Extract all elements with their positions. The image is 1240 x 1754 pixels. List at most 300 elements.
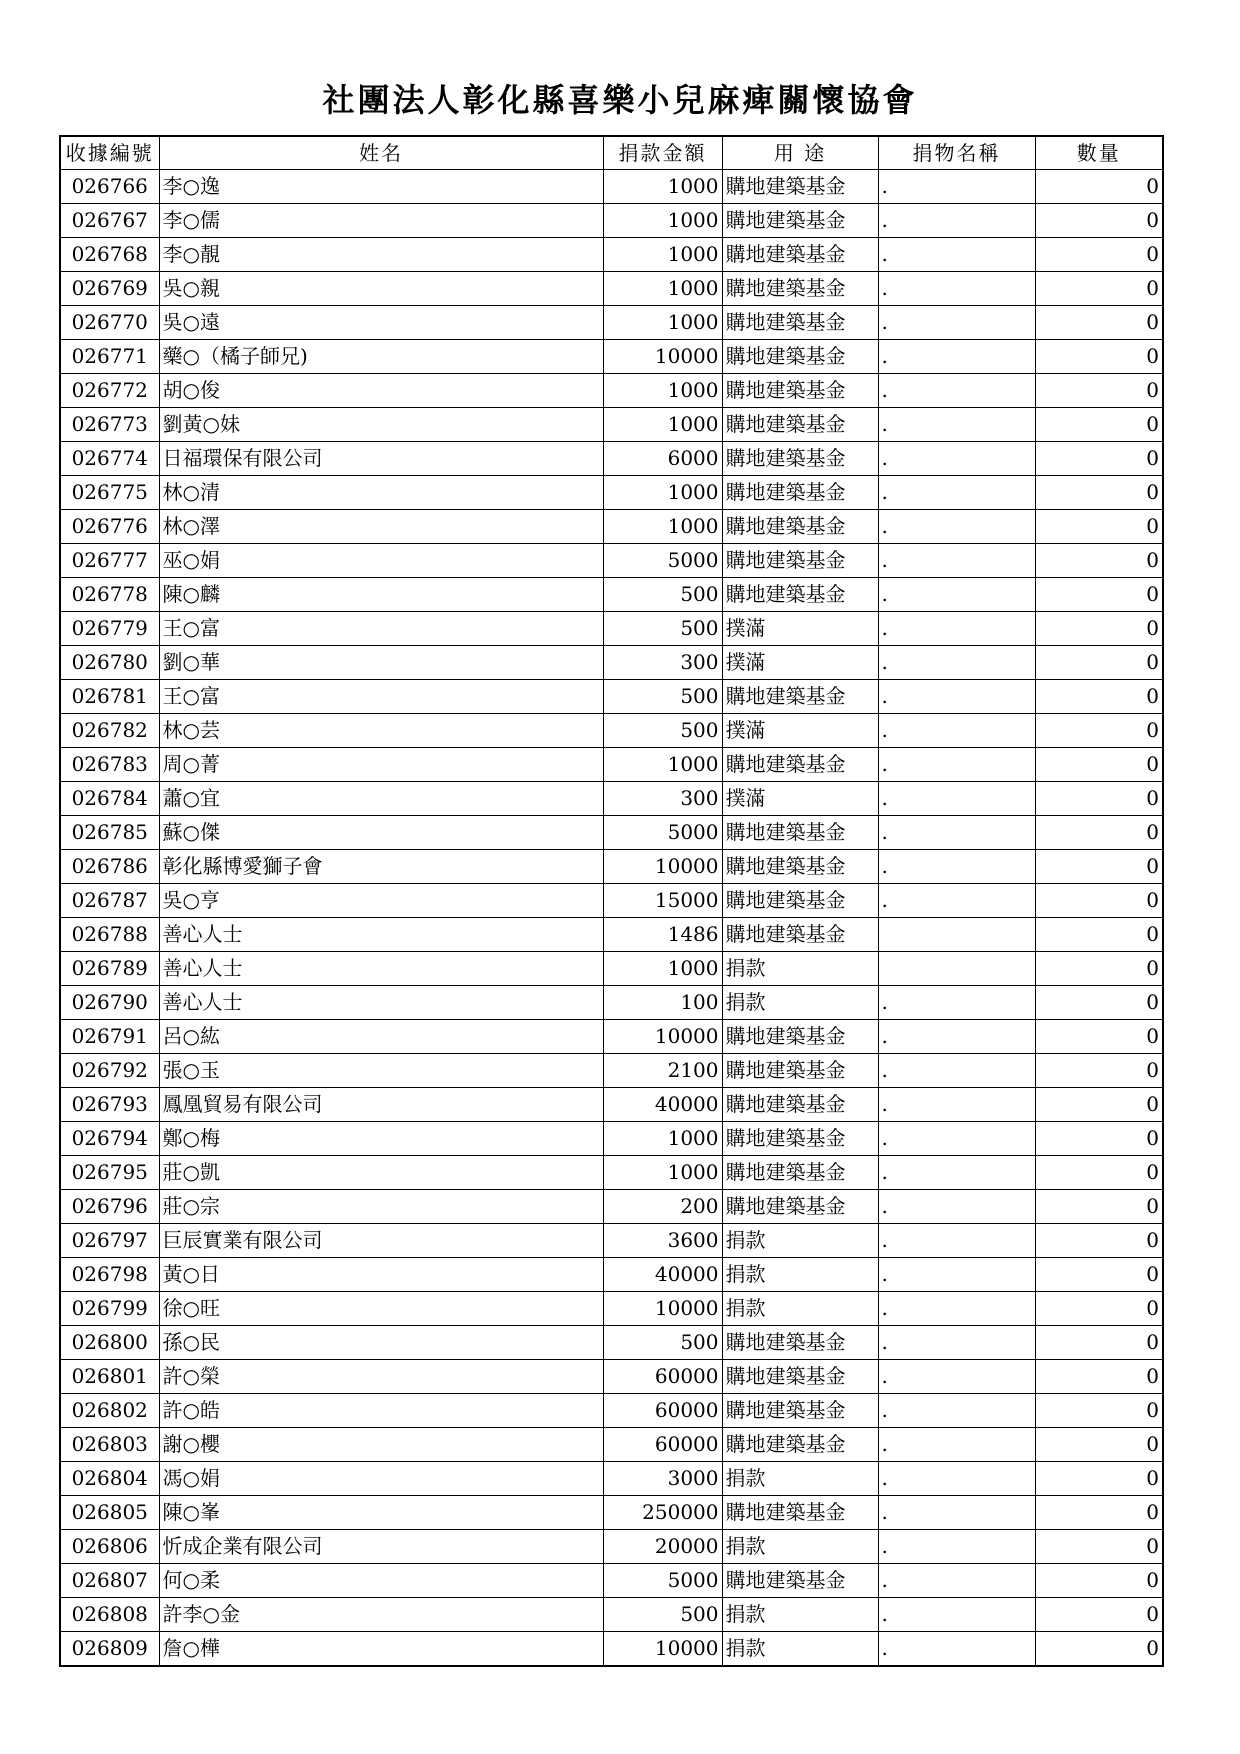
table-row — [60, 1156, 1163, 1190]
quantity-cell: 0 — [1035, 170, 1163, 204]
amount-cell: 1000 — [603, 1122, 722, 1156]
amount-cell: 15000 — [603, 884, 722, 918]
table-row — [60, 1360, 1163, 1394]
receipt-number-cell: 026773 — [60, 408, 159, 442]
donor-name-cell: 巫○娟 — [159, 544, 603, 578]
receipt-number-cell: 026805 — [60, 1496, 159, 1530]
receipt-number-cell: 026777 — [60, 544, 159, 578]
amount-cell: 60000 — [603, 1360, 722, 1394]
item-name-cell: . — [878, 442, 1035, 476]
item-name-cell: . — [878, 374, 1035, 408]
donor-name-cell: 林○芸 — [159, 714, 603, 748]
receipt-number-cell: 026799 — [60, 1292, 159, 1326]
purpose-cell: 購地建築基金 — [722, 476, 878, 510]
receipt-number-cell: 026797 — [60, 1224, 159, 1258]
quantity-cell: 0 — [1035, 1020, 1163, 1054]
receipt-number-cell: 026796 — [60, 1190, 159, 1224]
quantity-cell: 0 — [1035, 1428, 1163, 1462]
table-row — [60, 816, 1163, 850]
item-name-cell: . — [878, 884, 1035, 918]
amount-cell: 300 — [603, 646, 722, 680]
quantity-cell: 0 — [1035, 714, 1163, 748]
donor-name-cell: 孫○民 — [159, 1326, 603, 1360]
quantity-cell: 0 — [1035, 578, 1163, 612]
item-name-cell: . — [878, 578, 1035, 612]
amount-cell: 500 — [603, 1326, 722, 1360]
purpose-cell: 捐款 — [722, 1530, 878, 1564]
amount-cell: 1000 — [603, 272, 722, 306]
quantity-cell: 0 — [1035, 1156, 1163, 1190]
purpose-cell: 購地建築基金 — [722, 1496, 878, 1530]
amount-cell: 500 — [603, 612, 722, 646]
item-name-cell: . — [878, 544, 1035, 578]
item-name-cell: . — [878, 306, 1035, 340]
table-row — [60, 170, 1163, 204]
table-row — [60, 1394, 1163, 1428]
item-name-cell: . — [878, 340, 1035, 374]
item-name-cell: . — [878, 1054, 1035, 1088]
purpose-cell: 撲滿 — [722, 612, 878, 646]
receipt-number-cell: 026790 — [60, 986, 159, 1020]
donor-name-cell: 許○皓 — [159, 1394, 603, 1428]
quantity-cell: 0 — [1035, 748, 1163, 782]
donor-name-cell: 鳳凰貿易有限公司 — [159, 1088, 603, 1122]
receipt-number-cell: 026784 — [60, 782, 159, 816]
quantity-cell: 0 — [1035, 544, 1163, 578]
donor-name-cell: 陳○麟 — [159, 578, 603, 612]
quantity-cell: 0 — [1035, 476, 1163, 510]
table-row — [60, 306, 1163, 340]
table-row — [60, 272, 1163, 306]
receipt-number-cell: 026802 — [60, 1394, 159, 1428]
table-row — [60, 1258, 1163, 1292]
table-row — [60, 850, 1163, 884]
table-row — [60, 442, 1163, 476]
table-row — [60, 340, 1163, 374]
amount-cell: 1000 — [603, 952, 722, 986]
donor-name-cell: 林○清 — [159, 476, 603, 510]
purpose-cell: 捐款 — [722, 1462, 878, 1496]
table-row — [60, 204, 1163, 238]
receipt-number-cell: 026779 — [60, 612, 159, 646]
quantity-cell: 0 — [1035, 1122, 1163, 1156]
donor-name-cell: 黃○日 — [159, 1258, 603, 1292]
item-name-cell: . — [878, 408, 1035, 442]
item-name-cell: . — [878, 1496, 1035, 1530]
item-name-cell: . — [878, 510, 1035, 544]
purpose-cell: 購地建築基金 — [722, 1394, 878, 1428]
donor-name-cell: 藥○（橘子師兄) — [159, 340, 603, 374]
purpose-cell: 購地建築基金 — [722, 204, 878, 238]
receipt-number-cell: 026807 — [60, 1564, 159, 1598]
column-header-receipt-no: 收據編號 — [60, 136, 159, 170]
donor-name-cell: 巨辰實業有限公司 — [159, 1224, 603, 1258]
purpose-cell: 捐款 — [722, 1224, 878, 1258]
donor-name-cell: 劉○華 — [159, 646, 603, 680]
quantity-cell: 0 — [1035, 1292, 1163, 1326]
item-name-cell: . — [878, 986, 1035, 1020]
quantity-cell: 0 — [1035, 306, 1163, 340]
purpose-cell: 購地建築基金 — [722, 1190, 878, 1224]
receipt-number-cell: 026795 — [60, 1156, 159, 1190]
quantity-cell: 0 — [1035, 952, 1163, 986]
donor-name-cell: 陳○峯 — [159, 1496, 603, 1530]
quantity-cell: 0 — [1035, 1054, 1163, 1088]
purpose-cell: 購地建築基金 — [722, 1360, 878, 1394]
table-row — [60, 510, 1163, 544]
purpose-cell: 購地建築基金 — [722, 748, 878, 782]
purpose-cell: 購地建築基金 — [722, 442, 878, 476]
quantity-cell: 0 — [1035, 1258, 1163, 1292]
quantity-cell: 0 — [1035, 850, 1163, 884]
table-body — [60, 170, 1163, 1667]
receipt-number-cell: 026770 — [60, 306, 159, 340]
amount-cell: 250000 — [603, 1496, 722, 1530]
table-row — [60, 408, 1163, 442]
table-row — [60, 1632, 1163, 1667]
table-row — [60, 1054, 1163, 1088]
donor-name-cell: 吳○亨 — [159, 884, 603, 918]
amount-cell: 10000 — [603, 1632, 722, 1667]
receipt-number-cell: 026808 — [60, 1598, 159, 1632]
amount-cell: 500 — [603, 680, 722, 714]
amount-cell: 500 — [603, 578, 722, 612]
table-row — [60, 544, 1163, 578]
item-name-cell: . — [878, 1292, 1035, 1326]
quantity-cell: 0 — [1035, 646, 1163, 680]
amount-cell: 10000 — [603, 1020, 722, 1054]
purpose-cell: 購地建築基金 — [722, 884, 878, 918]
purpose-cell: 購地建築基金 — [722, 544, 878, 578]
amount-cell: 1486 — [603, 918, 722, 952]
receipt-number-cell: 026766 — [60, 170, 159, 204]
donor-name-cell: 莊○凱 — [159, 1156, 603, 1190]
amount-cell: 1000 — [603, 374, 722, 408]
receipt-number-cell: 026775 — [60, 476, 159, 510]
quantity-cell: 0 — [1035, 442, 1163, 476]
amount-cell: 200 — [603, 1190, 722, 1224]
receipt-number-cell: 026774 — [60, 442, 159, 476]
table-row — [60, 884, 1163, 918]
table-row — [60, 918, 1163, 952]
donor-name-cell: 何○柔 — [159, 1564, 603, 1598]
amount-cell: 60000 — [603, 1428, 722, 1462]
column-header-name: 姓名 — [159, 136, 603, 170]
receipt-number-cell: 026789 — [60, 952, 159, 986]
table-row — [60, 1462, 1163, 1496]
item-name-cell: . — [878, 170, 1035, 204]
amount-cell: 6000 — [603, 442, 722, 476]
receipt-number-cell: 026769 — [60, 272, 159, 306]
purpose-cell: 捐款 — [722, 986, 878, 1020]
table-row — [60, 1530, 1163, 1564]
amount-cell: 1000 — [603, 238, 722, 272]
quantity-cell: 0 — [1035, 1496, 1163, 1530]
amount-cell: 300 — [603, 782, 722, 816]
item-name-cell: . — [878, 816, 1035, 850]
purpose-cell: 捐款 — [722, 1598, 878, 1632]
receipt-number-cell: 026785 — [60, 816, 159, 850]
table-row — [60, 952, 1163, 986]
receipt-number-cell: 026776 — [60, 510, 159, 544]
amount-cell: 5000 — [603, 544, 722, 578]
purpose-cell: 撲滿 — [722, 782, 878, 816]
item-name-cell: . — [878, 1564, 1035, 1598]
item-name-cell: . — [878, 680, 1035, 714]
quantity-cell: 0 — [1035, 1564, 1163, 1598]
item-name-cell — [878, 918, 1035, 952]
quantity-cell: 0 — [1035, 918, 1163, 952]
purpose-cell: 購地建築基金 — [722, 1088, 878, 1122]
donor-name-cell: 善心人士 — [159, 986, 603, 1020]
item-name-cell: . — [878, 1326, 1035, 1360]
donor-name-cell: 吳○親 — [159, 272, 603, 306]
quantity-cell: 0 — [1035, 238, 1163, 272]
quantity-cell: 0 — [1035, 680, 1163, 714]
table-row — [60, 748, 1163, 782]
amount-cell: 1000 — [603, 204, 722, 238]
amount-cell: 1000 — [603, 408, 722, 442]
purpose-cell: 購地建築基金 — [722, 1122, 878, 1156]
amount-cell: 60000 — [603, 1394, 722, 1428]
amount-cell: 1000 — [603, 510, 722, 544]
receipt-number-cell: 026781 — [60, 680, 159, 714]
donor-name-cell: 林○澤 — [159, 510, 603, 544]
donor-name-cell: 蕭○宜 — [159, 782, 603, 816]
receipt-number-cell: 026788 — [60, 918, 159, 952]
receipt-number-cell: 026768 — [60, 238, 159, 272]
donor-name-cell: 許○榮 — [159, 1360, 603, 1394]
donor-name-cell: 許李○金 — [159, 1598, 603, 1632]
item-name-cell: . — [878, 1598, 1035, 1632]
donation-table — [59, 135, 1164, 1667]
quantity-cell: 0 — [1035, 816, 1163, 850]
quantity-cell: 0 — [1035, 1360, 1163, 1394]
receipt-number-cell: 026800 — [60, 1326, 159, 1360]
purpose-cell: 撲滿 — [722, 646, 878, 680]
amount-cell: 1000 — [603, 1156, 722, 1190]
donor-name-cell: 李○儒 — [159, 204, 603, 238]
item-name-cell: . — [878, 782, 1035, 816]
table-row — [60, 612, 1163, 646]
item-name-cell: . — [878, 1360, 1035, 1394]
table-row — [60, 1564, 1163, 1598]
receipt-number-cell: 026801 — [60, 1360, 159, 1394]
amount-cell: 1000 — [603, 306, 722, 340]
purpose-cell: 捐款 — [722, 952, 878, 986]
table-row — [60, 1020, 1163, 1054]
quantity-cell: 0 — [1035, 1190, 1163, 1224]
quantity-cell: 0 — [1035, 1462, 1163, 1496]
item-name-cell: . — [878, 272, 1035, 306]
quantity-cell: 0 — [1035, 204, 1163, 238]
item-name-cell: . — [878, 476, 1035, 510]
table-row — [60, 1224, 1163, 1258]
item-name-cell: . — [878, 1258, 1035, 1292]
amount-cell: 100 — [603, 986, 722, 1020]
receipt-number-cell: 026803 — [60, 1428, 159, 1462]
amount-cell: 500 — [603, 714, 722, 748]
receipt-number-cell: 026767 — [60, 204, 159, 238]
amount-cell: 1000 — [603, 748, 722, 782]
item-name-cell: . — [878, 1462, 1035, 1496]
quantity-cell: 0 — [1035, 986, 1163, 1020]
donor-name-cell: 鄭○梅 — [159, 1122, 603, 1156]
table-row — [60, 476, 1163, 510]
table-row — [60, 986, 1163, 1020]
table-row — [60, 1122, 1163, 1156]
purpose-cell: 捐款 — [722, 1292, 878, 1326]
column-header-quantity: 數量 — [1035, 136, 1163, 170]
purpose-cell: 購地建築基金 — [722, 1156, 878, 1190]
receipt-number-cell: 026783 — [60, 748, 159, 782]
purpose-cell: 捐款 — [722, 1632, 878, 1667]
item-name-cell: . — [878, 748, 1035, 782]
amount-cell: 40000 — [603, 1258, 722, 1292]
quantity-cell: 0 — [1035, 612, 1163, 646]
amount-cell: 10000 — [603, 850, 722, 884]
quantity-cell: 0 — [1035, 884, 1163, 918]
donor-name-cell: 善心人士 — [159, 918, 603, 952]
amount-cell: 5000 — [603, 1564, 722, 1598]
item-name-cell: . — [878, 646, 1035, 680]
amount-cell: 40000 — [603, 1088, 722, 1122]
amount-cell: 5000 — [603, 816, 722, 850]
item-name-cell: . — [878, 1020, 1035, 1054]
donor-name-cell: 李○逸 — [159, 170, 603, 204]
column-header-item-name: 捐物名稱 — [878, 136, 1035, 170]
receipt-number-cell: 026786 — [60, 850, 159, 884]
receipt-number-cell: 026771 — [60, 340, 159, 374]
purpose-cell: 購地建築基金 — [722, 510, 878, 544]
purpose-cell: 購地建築基金 — [722, 1326, 878, 1360]
quantity-cell: 0 — [1035, 1088, 1163, 1122]
amount-cell: 2100 — [603, 1054, 722, 1088]
donor-name-cell: 胡○俊 — [159, 374, 603, 408]
table-row — [60, 1326, 1163, 1360]
item-name-cell: . — [878, 850, 1035, 884]
amount-cell: 3000 — [603, 1462, 722, 1496]
purpose-cell: 購地建築基金 — [722, 1564, 878, 1598]
receipt-number-cell: 026772 — [60, 374, 159, 408]
purpose-cell: 購地建築基金 — [722, 306, 878, 340]
amount-cell: 10000 — [603, 1292, 722, 1326]
receipt-number-cell: 026791 — [60, 1020, 159, 1054]
purpose-cell: 撲滿 — [722, 714, 878, 748]
purpose-cell: 購地建築基金 — [722, 408, 878, 442]
purpose-cell: 購地建築基金 — [722, 238, 878, 272]
receipt-number-cell: 026809 — [60, 1632, 159, 1667]
quantity-cell: 0 — [1035, 1224, 1163, 1258]
purpose-cell: 購地建築基金 — [722, 1428, 878, 1462]
table-row — [60, 1190, 1163, 1224]
donor-name-cell: 周○菁 — [159, 748, 603, 782]
item-name-cell: . — [878, 1088, 1035, 1122]
item-name-cell: . — [878, 1122, 1035, 1156]
donor-name-cell: 張○玉 — [159, 1054, 603, 1088]
table-row — [60, 374, 1163, 408]
amount-cell: 1000 — [603, 476, 722, 510]
table-row — [60, 714, 1163, 748]
receipt-number-cell: 026804 — [60, 1462, 159, 1496]
quantity-cell: 0 — [1035, 1394, 1163, 1428]
item-name-cell: . — [878, 1632, 1035, 1667]
item-name-cell: . — [878, 1530, 1035, 1564]
column-header-purpose: 用 途 — [722, 136, 878, 170]
quantity-cell: 0 — [1035, 782, 1163, 816]
donor-name-cell: 馮○娟 — [159, 1462, 603, 1496]
table-row — [60, 646, 1163, 680]
amount-cell: 20000 — [603, 1530, 722, 1564]
purpose-cell: 購地建築基金 — [722, 170, 878, 204]
purpose-cell: 購地建築基金 — [722, 578, 878, 612]
donor-name-cell: 王○富 — [159, 680, 603, 714]
donor-name-cell: 謝○櫻 — [159, 1428, 603, 1462]
amount-cell: 1000 — [603, 170, 722, 204]
item-name-cell: . — [878, 612, 1035, 646]
donor-name-cell: 劉黃○妹 — [159, 408, 603, 442]
receipt-number-cell: 026806 — [60, 1530, 159, 1564]
receipt-number-cell: 026798 — [60, 1258, 159, 1292]
donor-name-cell: 吳○遠 — [159, 306, 603, 340]
item-name-cell: . — [878, 714, 1035, 748]
quantity-cell: 0 — [1035, 1632, 1163, 1667]
donor-name-cell: 王○富 — [159, 612, 603, 646]
purpose-cell: 購地建築基金 — [722, 918, 878, 952]
donor-name-cell: 詹○樺 — [159, 1632, 603, 1667]
table-row — [60, 1598, 1163, 1632]
quantity-cell: 0 — [1035, 340, 1163, 374]
quantity-cell: 0 — [1035, 374, 1163, 408]
donor-name-cell: 善心人士 — [159, 952, 603, 986]
purpose-cell: 購地建築基金 — [722, 1054, 878, 1088]
page-title: 社團法人彰化縣喜樂小兒麻痺關懷協會 — [322, 81, 918, 119]
amount-cell: 3600 — [603, 1224, 722, 1258]
table-row — [60, 1496, 1163, 1530]
item-name-cell: . — [878, 238, 1035, 272]
receipt-number-cell: 026782 — [60, 714, 159, 748]
donor-name-cell: 徐○旺 — [159, 1292, 603, 1326]
receipt-number-cell: 026780 — [60, 646, 159, 680]
quantity-cell: 0 — [1035, 272, 1163, 306]
item-name-cell: . — [878, 1224, 1035, 1258]
quantity-cell: 0 — [1035, 1530, 1163, 1564]
purpose-cell: 購地建築基金 — [722, 340, 878, 374]
table-row — [60, 782, 1163, 816]
item-name-cell: . — [878, 1190, 1035, 1224]
item-name-cell — [878, 952, 1035, 986]
amount-cell: 10000 — [603, 340, 722, 374]
table-row — [60, 578, 1163, 612]
column-header-amount: 捐款金額 — [603, 136, 722, 170]
purpose-cell: 購地建築基金 — [722, 850, 878, 884]
table-row — [60, 1088, 1163, 1122]
purpose-cell: 購地建築基金 — [722, 272, 878, 306]
item-name-cell: . — [878, 1394, 1035, 1428]
table-row — [60, 680, 1163, 714]
donor-name-cell: 莊○宗 — [159, 1190, 603, 1224]
purpose-cell: 購地建築基金 — [722, 374, 878, 408]
donor-name-cell: 日福環保有限公司 — [159, 442, 603, 476]
receipt-number-cell: 026792 — [60, 1054, 159, 1088]
donor-name-cell: 蘇○傑 — [159, 816, 603, 850]
quantity-cell: 0 — [1035, 1598, 1163, 1632]
purpose-cell: 購地建築基金 — [722, 816, 878, 850]
table-header-row — [60, 136, 1163, 170]
amount-cell: 500 — [603, 1598, 722, 1632]
receipt-number-cell: 026778 — [60, 578, 159, 612]
quantity-cell: 0 — [1035, 510, 1163, 544]
